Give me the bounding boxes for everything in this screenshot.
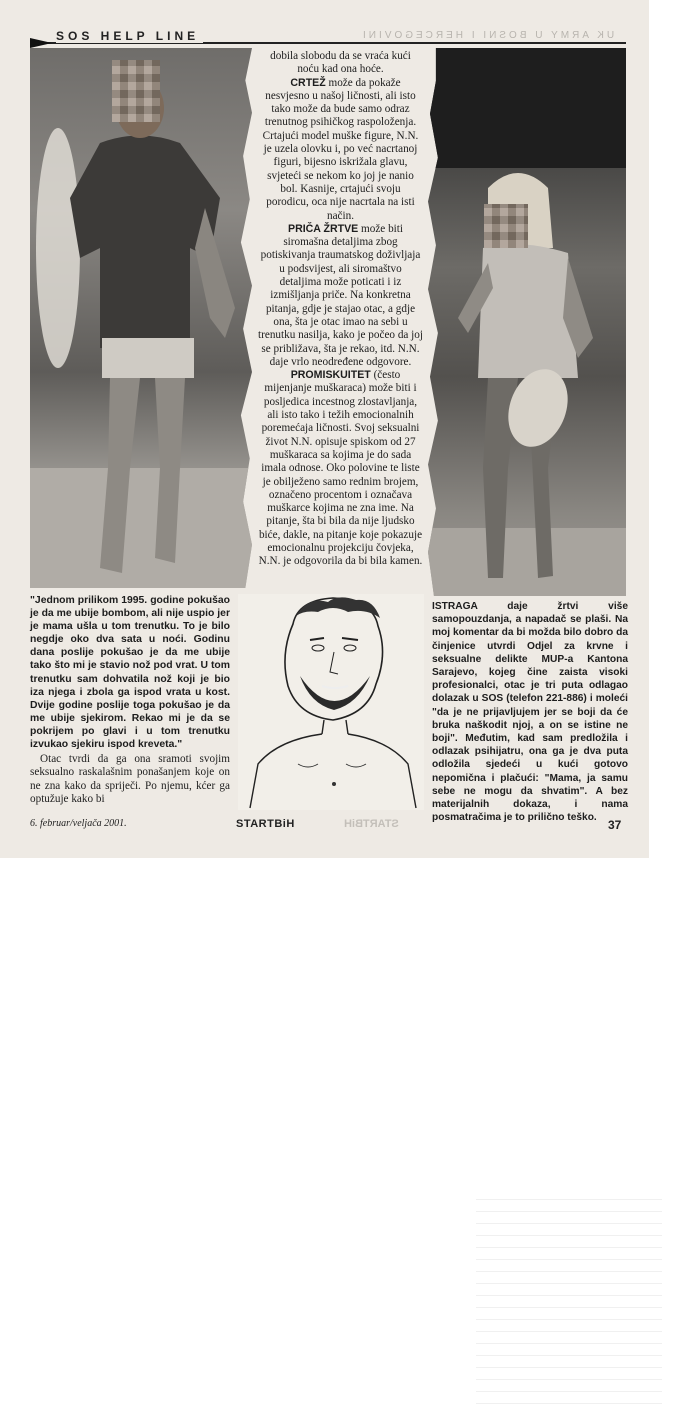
drawing-sketch	[238, 594, 424, 810]
photo-man-beach	[30, 48, 252, 588]
paragraph: PROMISKUITET (često mijenjanje muškaraca) može biti i posljedica incestnog zlostavljanja, ali isto tako i težih emocionalnih poremećaja ličnosti. Svoj seksualni život N.N. opisuje spiskom od 27 muškaraca sa kojima je do sada imala odnose. Oko polovine te liste je obilježeno samo rednim brojem, označeno procentom i označava muškarce kojima ne zna ime. Na pitanje, šta bi bila da nije ljudsko biće, dakle, na pitanje koje pokazuje emocionalnu projekciju čovjeka, N.N. je odgovorila da bi bila kamen.	[258, 369, 423, 568]
paragraph: ISTRAGA daje žrtvi više samopouzdanja, a napadač se plaši. Na moj komentar da bi možda bilo dobro da činjenice utvrdi Odjel za krvne i seksualne delikte MUP-a Kantona Sarajevo, kojeg čine zaista visoki profesionalci, otac je tri puta odlagao dolazak u SOS (telefon 221-886) i molеći "da je ne prijavljujem jer se boji da će bruka naškodit njoj, a on se istine ne boji". Međutim, kad sam predložila i odlazak psihijatru, ona ga je dva puta odložila sjedeći u kući gotovo nepomična i plačući: "Mama, ja samu sebe ne mogu da shvatim". A bez materijalnih dokaza, i nama posmatračima je to prilično teško.	[432, 601, 628, 824]
header-arrow-icon	[30, 38, 52, 48]
issue-date: 6. februar/veljača 2001.	[30, 818, 127, 829]
paragraph: CRTEŽ može da pokaže nesvjesno u našoj ličnosti, ali isto tako može da bude samo odraz trenutnog psihičkog raspoloženja. Crtajući model muške figure, N.N. je uzela olovku i, po već nacrtanoj figuri, bijesno iskrižala glavu, svjetеći se nekom ko joj je nanio bol. Kasnije, crtajući svoju porodicu, oca nije nacrtala na isti način.	[262, 76, 419, 222]
bleed-through-header: UK ARMY U BOSNI I HERCEGOVINI	[360, 30, 615, 41]
right-column	[432, 600, 628, 824]
page-number: 37	[608, 818, 622, 832]
photo-girl-beach	[428, 48, 626, 596]
bleed-through-logo: STARTBiH	[344, 818, 399, 830]
pull-quote: "Jednom prilikom 1995. godine pokušao je da me ubije bombom, ali nije uspio jer je mama ušla u tom trenutku. To je bilo negdje oko dva sata u noći. Godinu dana poslije pokušao je da me ubije tako što mi je stavio nož pod vrat. U tom trenutku sam dohvatila nož koji je bio iza njega i zbola ga ispod vrata u kost. Dvije godine poslije toga pokušao je da me ubije sjekirom. Rekao mi je da se pokrijem po glavi i u tom trenutku izvukao sjekiru ispod kreveta."	[30, 595, 230, 751]
bleed-through-text	[476, 1194, 662, 1404]
girl-silhouette	[428, 48, 626, 596]
censor-blur-face	[112, 60, 160, 122]
paragraph: Otac tvrdi da ga ona sramoti svojim seksualno raskalašnim ponašanjem koje on ne zna kako da spriječi. Po njemu, kćer ga optužuje kako bi	[30, 753, 230, 806]
man-silhouette	[30, 48, 252, 588]
paragraph: dobila slobodu da se vraća kući noću kad ona hoće.	[270, 50, 411, 76]
censor-blur-face	[484, 204, 528, 248]
section-label: SOS HELP LINE	[56, 29, 203, 43]
paragraph: PRIČA ŽRTVE može biti siromašna detaljima zbog potiskivanja traumatskog doživljaja u podsvijest, ali siromaštvo detaljima može poticati i iz izmišljanja priče. Na konkretna pitanja, gdje je stajao otac, a gdje ona, šta je otac imao na sebi u trenutku nasilja, kako je počeo da joj se približava, šta je rekao, itd. N.N. daje vrlo neodređene odgovore.	[258, 222, 423, 368]
sketch-face-figure	[238, 594, 424, 810]
middle-column	[258, 50, 423, 569]
quote-column	[30, 594, 230, 806]
magazine-logo: STARTBiH	[236, 818, 295, 830]
